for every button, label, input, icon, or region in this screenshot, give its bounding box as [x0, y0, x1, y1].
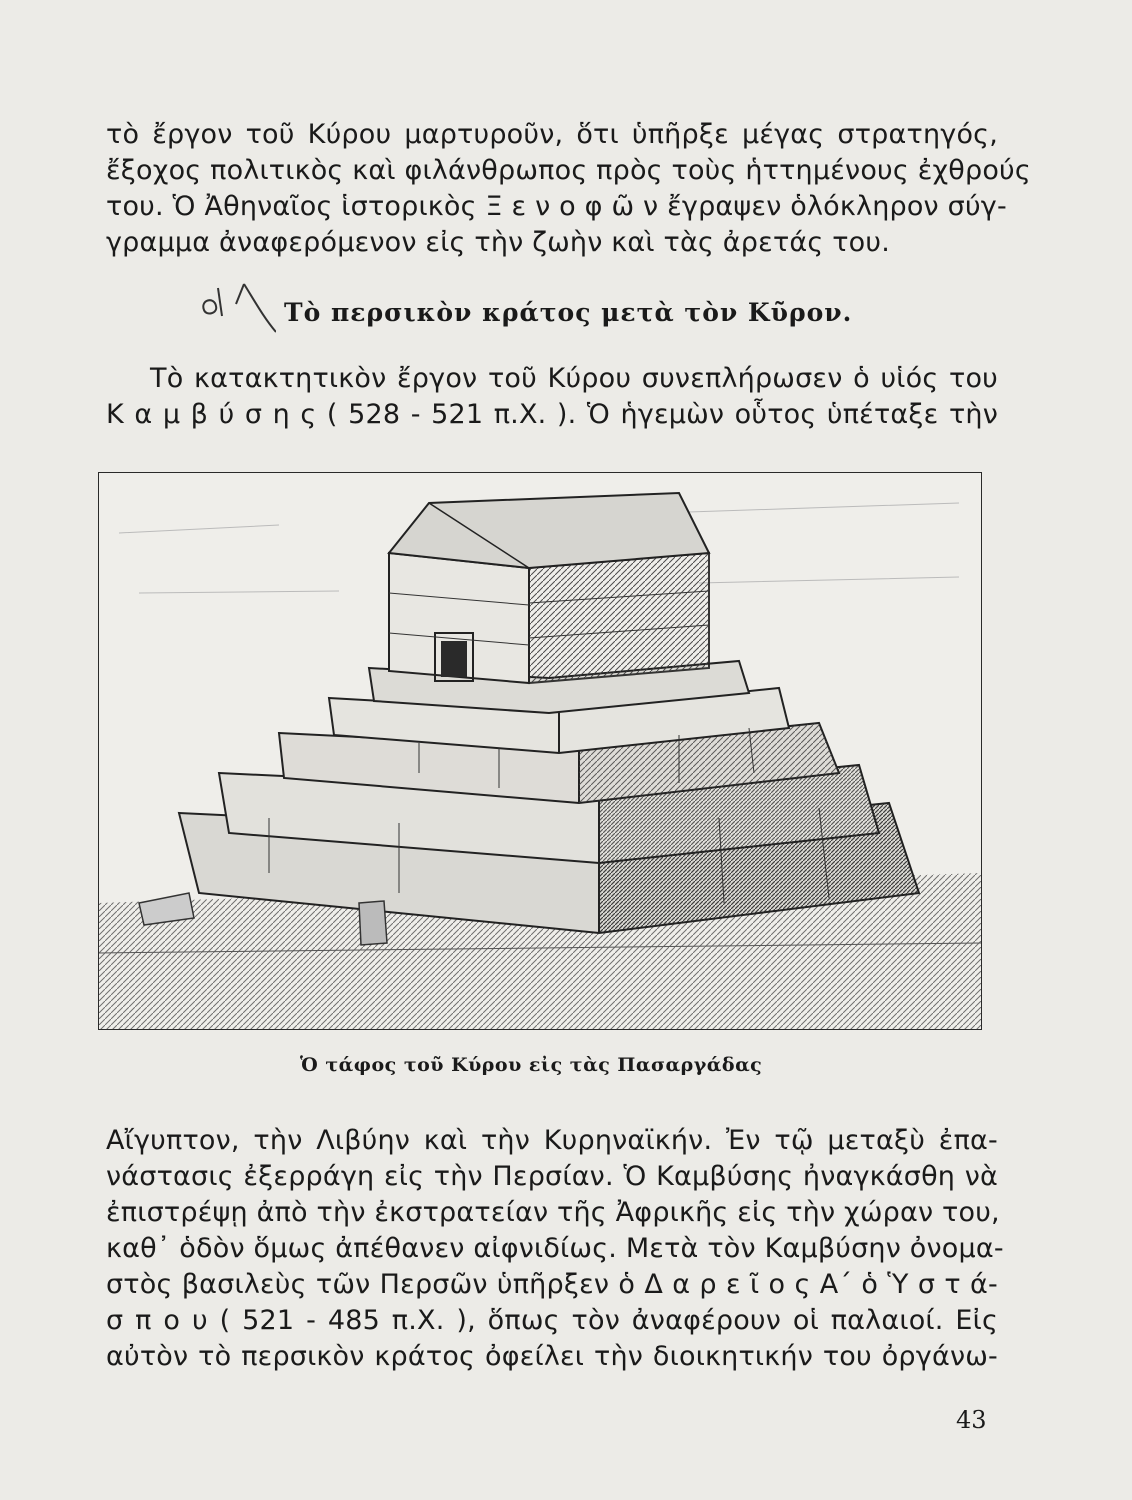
text-line: ἐπιστρέψῃ ἀπὸ τὴν ἐκστρατείαν τῆς Ἀφρικῆς εἰς τὴν χώραν του,	[106, 1197, 1000, 1228]
section-heading: Τὸ περσικὸν κράτος μετὰ τὸν Κῦρον.	[284, 298, 853, 327]
page-number: 43	[956, 1406, 987, 1434]
text-line: Τὸ κατακτητικὸν ἔργον τοῦ Κύρου συνεπλήρωσεν ὁ υἱός του	[150, 363, 998, 394]
text-line: Αἴγυπτον, τὴν Λιβύην καὶ τὴν Κυρηναϊκήν. Ἐν τῷ μεταξὺ ἐπα-	[106, 1125, 998, 1156]
text-line: αὐτὸν τὸ περσικὸν κράτος ὀφείλει τὴν διοικητικήν του ὀργάνω-	[106, 1341, 998, 1372]
text-line: γραμμα ἀναφερόμενον εἰς τὴν ζωὴν καὶ τὰς ἀρετάς του.	[106, 227, 890, 258]
text-line: ἔξοχος πολιτικὸς καὶ φιλάνθρωπος πρὸς τοὺς ἡττημένους ἐχθρούς	[106, 155, 1031, 186]
figure-caption: Ὁ τάφος τοῦ Κύρου εἰς τὰς Πασαργάδας	[300, 1054, 763, 1076]
handwritten-mark	[196, 280, 276, 340]
tomb-illustration	[98, 472, 982, 1030]
text-line: νάστασις ἐξερράγη εἰς τὴν Περσίαν. Ὁ Καμβύσης ἠναγκάσθη νὰ	[106, 1161, 998, 1192]
text-line: στὸς βασιλεὺς τῶν Περσῶν ὑπῆρξεν ὁ Δ α ρ ε ῖ ο ς Α΄ ὁ Ὑ σ τ ά-	[106, 1269, 998, 1300]
text-line: σ π ο υ ( 521 - 485 π.Χ. ), ὅπως τὸν ἀναφέρουν οἱ παλαιοί. Εἰς	[106, 1305, 998, 1336]
text-line: τὸ ἔργον τοῦ Κύρου μαρτυροῦν, ὅτι ὑπῆρξε μέγας στρατηγός,	[106, 119, 998, 150]
text-line: του. Ὁ Ἀθηναῖος ἱστορικὸς Ξ ε ν ο φ ῶ ν ἔγραψεν ὁλόκληρον σύγ-	[106, 191, 1007, 222]
text-line: καθ᾽ ὁδὸν ὅμως ἀπέθανεν αἰφνιδίως. Μετὰ τὸν Καμβύσην ὀνομα-	[106, 1233, 1004, 1264]
text-line: Κ α μ β ύ σ η ς ( 528 - 521 π.Χ. ). Ὁ ἡγεμὼν οὗτος ὑπέταξε τὴν	[106, 399, 998, 430]
